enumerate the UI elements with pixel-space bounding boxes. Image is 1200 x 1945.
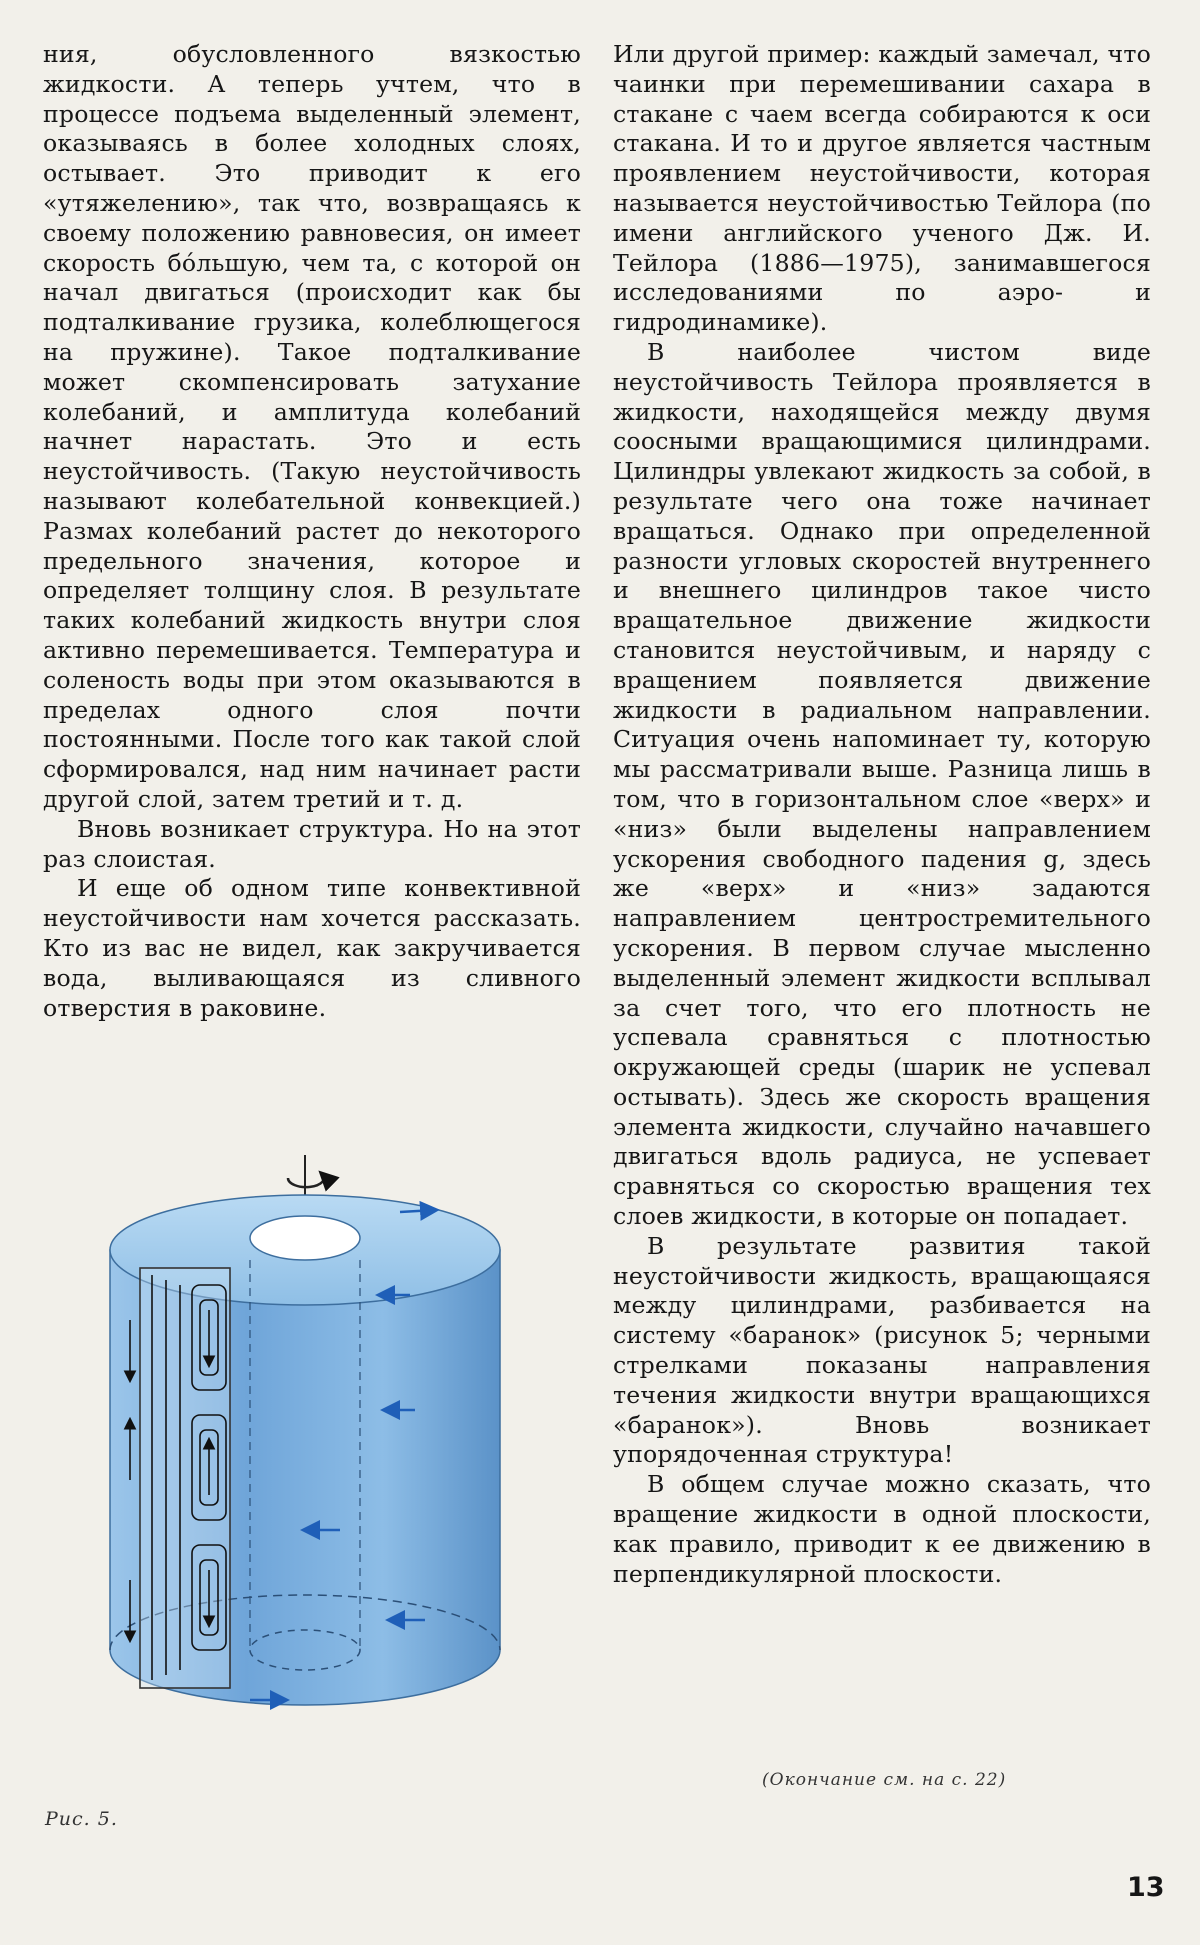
cylinder-illustration [100, 1150, 520, 1720]
paragraph: ния, обусловленного вязкостью жидкости. А теперь учтем, что в процессе подъема выделенный элемент, оказываясь в более холодных слоях, остывает. Это приводит к его «утяжелению», так что, возвращаясь к своему положению равновесия, он имеет скорость бо́льшую, чем та, с которой он начал двигаться (происходит как бы подталкивание грузика, колеблющегося на пружине). Такое подталкивание может скомпенсировать затухание колебаний, и амплитуда колебаний начнет нарастать. Это и есть неустойчивость. (Такую неустойчивость называют колебательной конвекцией.) Размах колебаний растет до некоторого предельного значения, которое и определяет толщину слоя. В результате таких колебаний жидкость внутри слоя активно перемешивается. Температура и соленость воды при этом оказываются в пределах одного слоя почти постоянными. После того как такой слой сформировался, над ним начинает расти другой слой, затем третий и т. д. [43, 40, 581, 813]
paragraph: В результате развития такой неустойчивости жидкость, вращающаяся между цилиндрами, разбивается на систему «баранок» (рисунок 5; черными стрелками показаны направления течения жидкости внутри вращающихся «баранок»). Вновь возникает упорядоченная структура! [613, 1231, 1151, 1469]
page-number: 13 [1127, 1872, 1165, 1903]
paragraph: В наиболее чистом виде неустойчивость Тейлора проявляется в жидкости, находящейся между двумя соосными вращающимися цилиндрами. Цилиндры увлекают жидкость за собой, в результате чего она тоже начинает вращаться. Однако при определенной разности угловых скоростей внутреннего и внешнего цилиндров такое чисто вращательное движение жидкости становится неустойчивым, и наряду с вращением появляется движение жидкости в радиальном направлении. Ситуация очень напоминает ту, которую мы рассматривали выше. Разница лишь в том, что в горизонтальном слое «верх» и «низ» были выделены направлением ускорения свободного падения g, здесь же «верх» и «низ» задаются направлением центростремительного ускорения. В первом случае мысленно выделенный элемент жидкости всплывал за счет того, что его плотность не успевала сравняться с плотностью окружающей среды (шарик не успевал остывать). Здесь же скорость вращения элемента жидкости, случайно начавшего двигаться вдоль радиуса, не успевает сравняться со скоростью вращения тех слоев жидкости, в которые он попадает. [613, 337, 1151, 1231]
right-column [613, 40, 1151, 1589]
continuation-note: (Окончание см. на с. 22) [762, 1770, 1007, 1790]
figure-caption: Рис. 5. [45, 1808, 118, 1830]
paragraph: Вновь возникает структура. Но на этот раз слоистая. [43, 814, 581, 873]
left-column [43, 40, 581, 1023]
paragraph: Или другой пример: каждый замечал, что чаинки при перемешивании сахара в стакане с чаем всегда собираются к оси стакана. И то и другое является частным проявлением неустойчивости, которая называется неустойчивостью Тейлора (по имени английского ученого Дж. И. Тейлора (1886—1975), занимавшегося исследованиями по аэро- и гидродинамике). [613, 40, 1151, 337]
inner-cylinder-opening [250, 1216, 360, 1260]
taylor-cylinder-figure [100, 1150, 520, 1720]
paragraph: И еще об одном типе конвективной неустойчивости нам хочется рассказать. Кто из вас не видел, как закручивается вода, выливающаяся из сливного отверстия в раковине. [43, 874, 581, 1022]
paragraph: В общем случае можно сказать, что вращение жидкости в одной плоскости, как правило, приводит к ее движению в перпендикулярной плоскости. [613, 1470, 1151, 1588]
vortex-rolls [130, 1268, 230, 1688]
